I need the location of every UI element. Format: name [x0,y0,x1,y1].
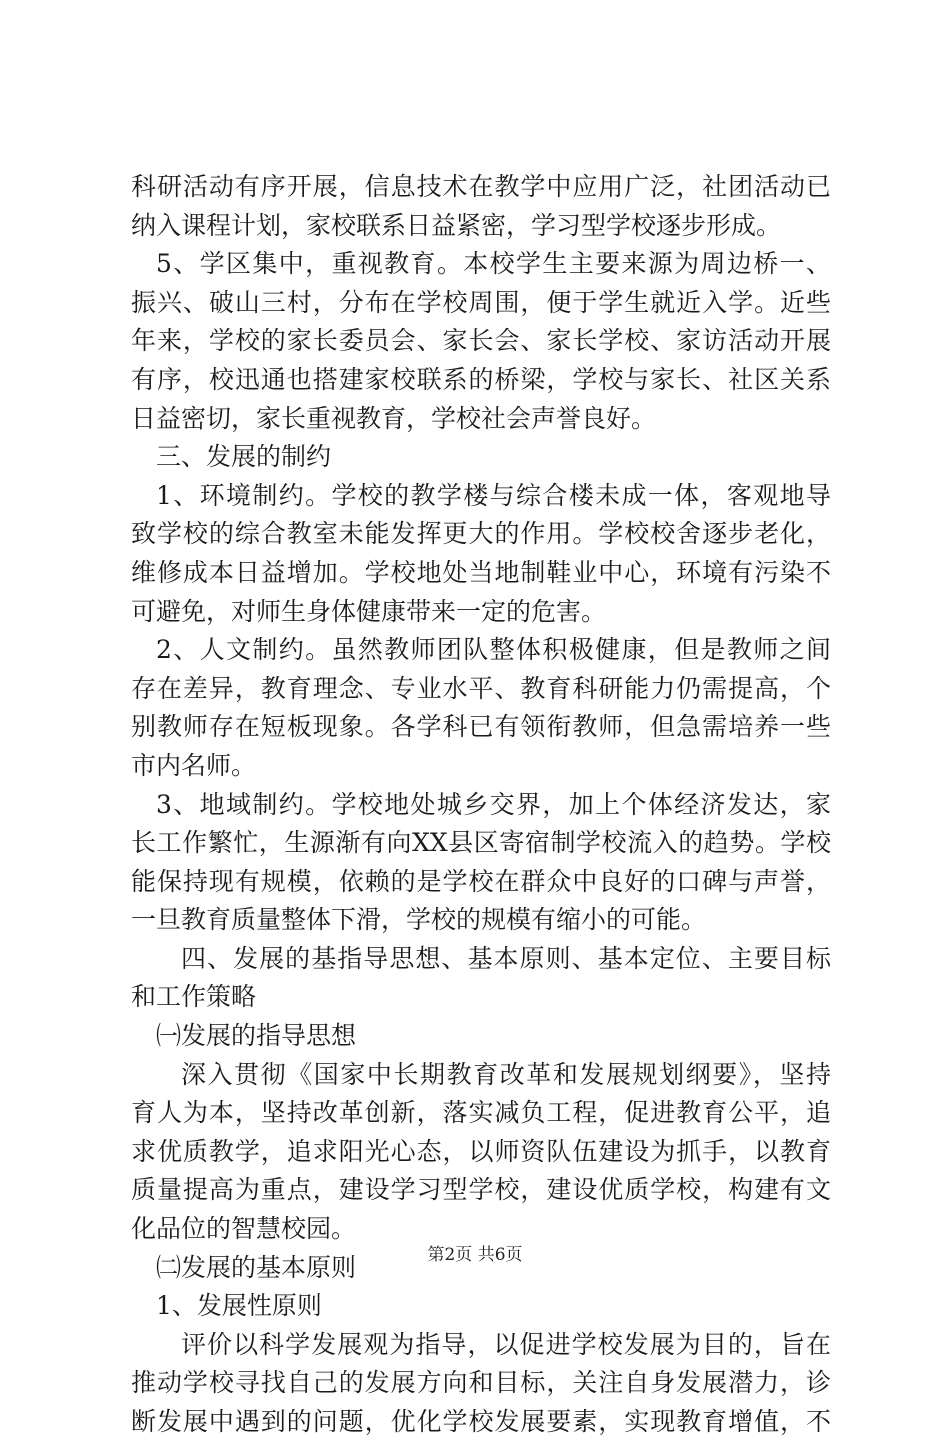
text-line: 四、发展的基指导思想、基本原则、基本定位、主要目标 [181,943,831,973]
text-line: 1、发展性原则 [156,1291,322,1321]
text-line: 化品位的智慧校园。 [131,1214,357,1244]
page-number: 第2页 共6页 [427,1245,523,1265]
text-line: 断发展中遇到的问题，优化学校发展要素，实现教育增值，不 [131,1407,831,1436]
text-line: 致学校的综合教室未能发挥更大的作用。学校校舍逐步老化， [131,519,831,549]
text-line: 2、人文制约。虽然教师团队整体积极健康，但是教师之间 [156,635,831,665]
text-line: 求优质教学，追求阳光心态，以师资队伍建设为抓手，以教育 [131,1136,831,1166]
text-line: 育人为本，坚持改革创新，落实减负工程，促进教育公平，追 [131,1098,831,1128]
text-line: 深入贯彻《国家中长期教育改革和发展规划纲要》，坚持 [181,1059,831,1089]
text-line: 振兴、破山三村，分布在学校周围，便于学生就近入学。近些 [131,287,831,317]
text-line: 纳入课程计划，家校联系日益紧密，学习型学校逐步形成。 [131,210,782,240]
text-line: 质量提高为重点，建设学习型学校，建设优质学校，构建有文 [131,1175,831,1205]
text-line: 能保持现有规模，依赖的是学校在群众中良好的口碑与声誉， [131,866,831,896]
text-line: 别教师存在短板现象。各学科已有领衔教师，但急需培养一些 [131,712,831,742]
text-line: 年来，学校的家长委员会、家长会、家长学校、家访活动开展 [131,326,831,356]
text-line: 一旦教育质量整体下滑，学校的规模有缩小的可能。 [131,905,707,935]
text-line: 推动学校寻找自己的发展方向和目标，关注自身发展潜力，诊 [131,1368,831,1398]
text-line: 可避免，对师生身体健康带来一定的危害。 [131,596,607,626]
text-line: 存在差异，教育理念、专业水平、教育科研能力仍需提高，个 [131,673,831,703]
text-line: 5、学区集中，重视教育。本校学生主要来源为周边桥一、 [156,249,831,279]
text-line: 和工作策略 [131,982,257,1012]
page-footer [0,1240,950,1265]
text-line: 3、地域制约。学校地处城乡交界，加上个体经济发达，家 [156,789,831,819]
text-line: 维修成本日益增加。学校地处当地制鞋业中心，环境有污染不 [131,557,831,587]
text-line: 长工作繁忙，生源渐有向XX县区寄宿制学校流入的趋势。学校 [131,828,831,858]
text-line: 三、发展的制约 [156,442,332,472]
text-line: ㈠发展的指导思想 [156,1021,357,1051]
text-line: 1、环境制约。学校的教学楼与综合楼未成一体，客观地导 [156,480,831,510]
text-line: 评价以科学发展观为指导，以促进学校发展为目的，旨在 [181,1329,831,1359]
text-line: 市内名师。 [131,750,257,780]
text-line: 日益密切，家长重视教育，学校社会声誉良好。 [131,403,657,433]
text-line: 科研活动有序开展，信息技术在教学中应用广泛，社团活动已 [131,172,831,201]
text-line: 有序，校迅通也搭建家校联系的桥梁，学校与家长、社区关系 [131,364,831,394]
text-line: ㈡发展的基本原则 [156,1252,357,1282]
